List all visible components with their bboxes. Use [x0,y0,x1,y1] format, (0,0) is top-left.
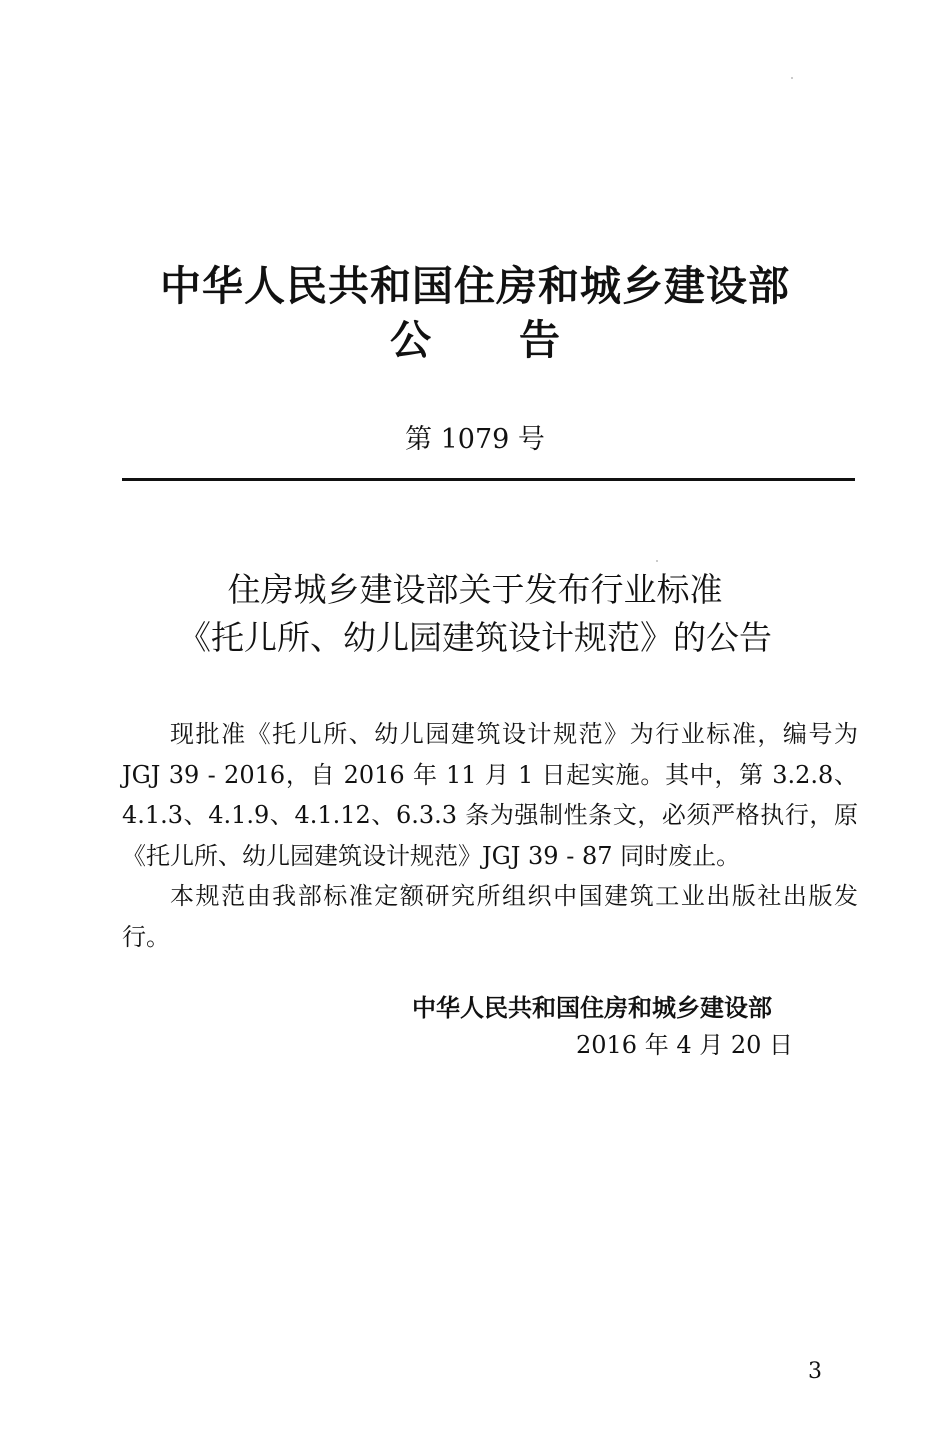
scan-speck [791,77,793,79]
page-number: 3 [808,1359,822,1384]
notice-subject [0,566,950,662]
notice-body [122,714,858,957]
body-paragraph-2: 本规范由我部标准定额研究所组织中国建筑工业出版社出版发行。 [122,882,858,951]
issue-date: 2016 年 4 月 20 日 [576,1031,794,1059]
subject-line-2: 《托儿所、幼儿园建筑设计规范》的公告 [178,618,772,657]
scan-speck [656,560,658,562]
notice-heading: 公告 [390,316,648,364]
body-paragraph-1: 现批准《托儿所、幼儿园建筑设计规范》为行业标准，编号为 JGJ 39 - 2016，自 2016 年 11 月 1 日起实施。其中，第 3.2.8、4.1.3、4.1.9、4.1.12、6.3.3 条为强制性条文，必须严格执行，原《托儿所、幼儿园建筑设计规范》JGJ 39 - 87 同时废止。 [122,720,858,870]
issuer-signature: 中华人民共和国住房和城乡建设部 [412,994,772,1022]
header-divider [122,478,855,481]
subject-line-1: 住房城乡建设部关于发布行业标准 [227,570,723,609]
notice-number: 第 1079 号 [405,424,545,455]
ministry-title: 中华人民共和国住房和城乡建设部 [160,262,790,310]
